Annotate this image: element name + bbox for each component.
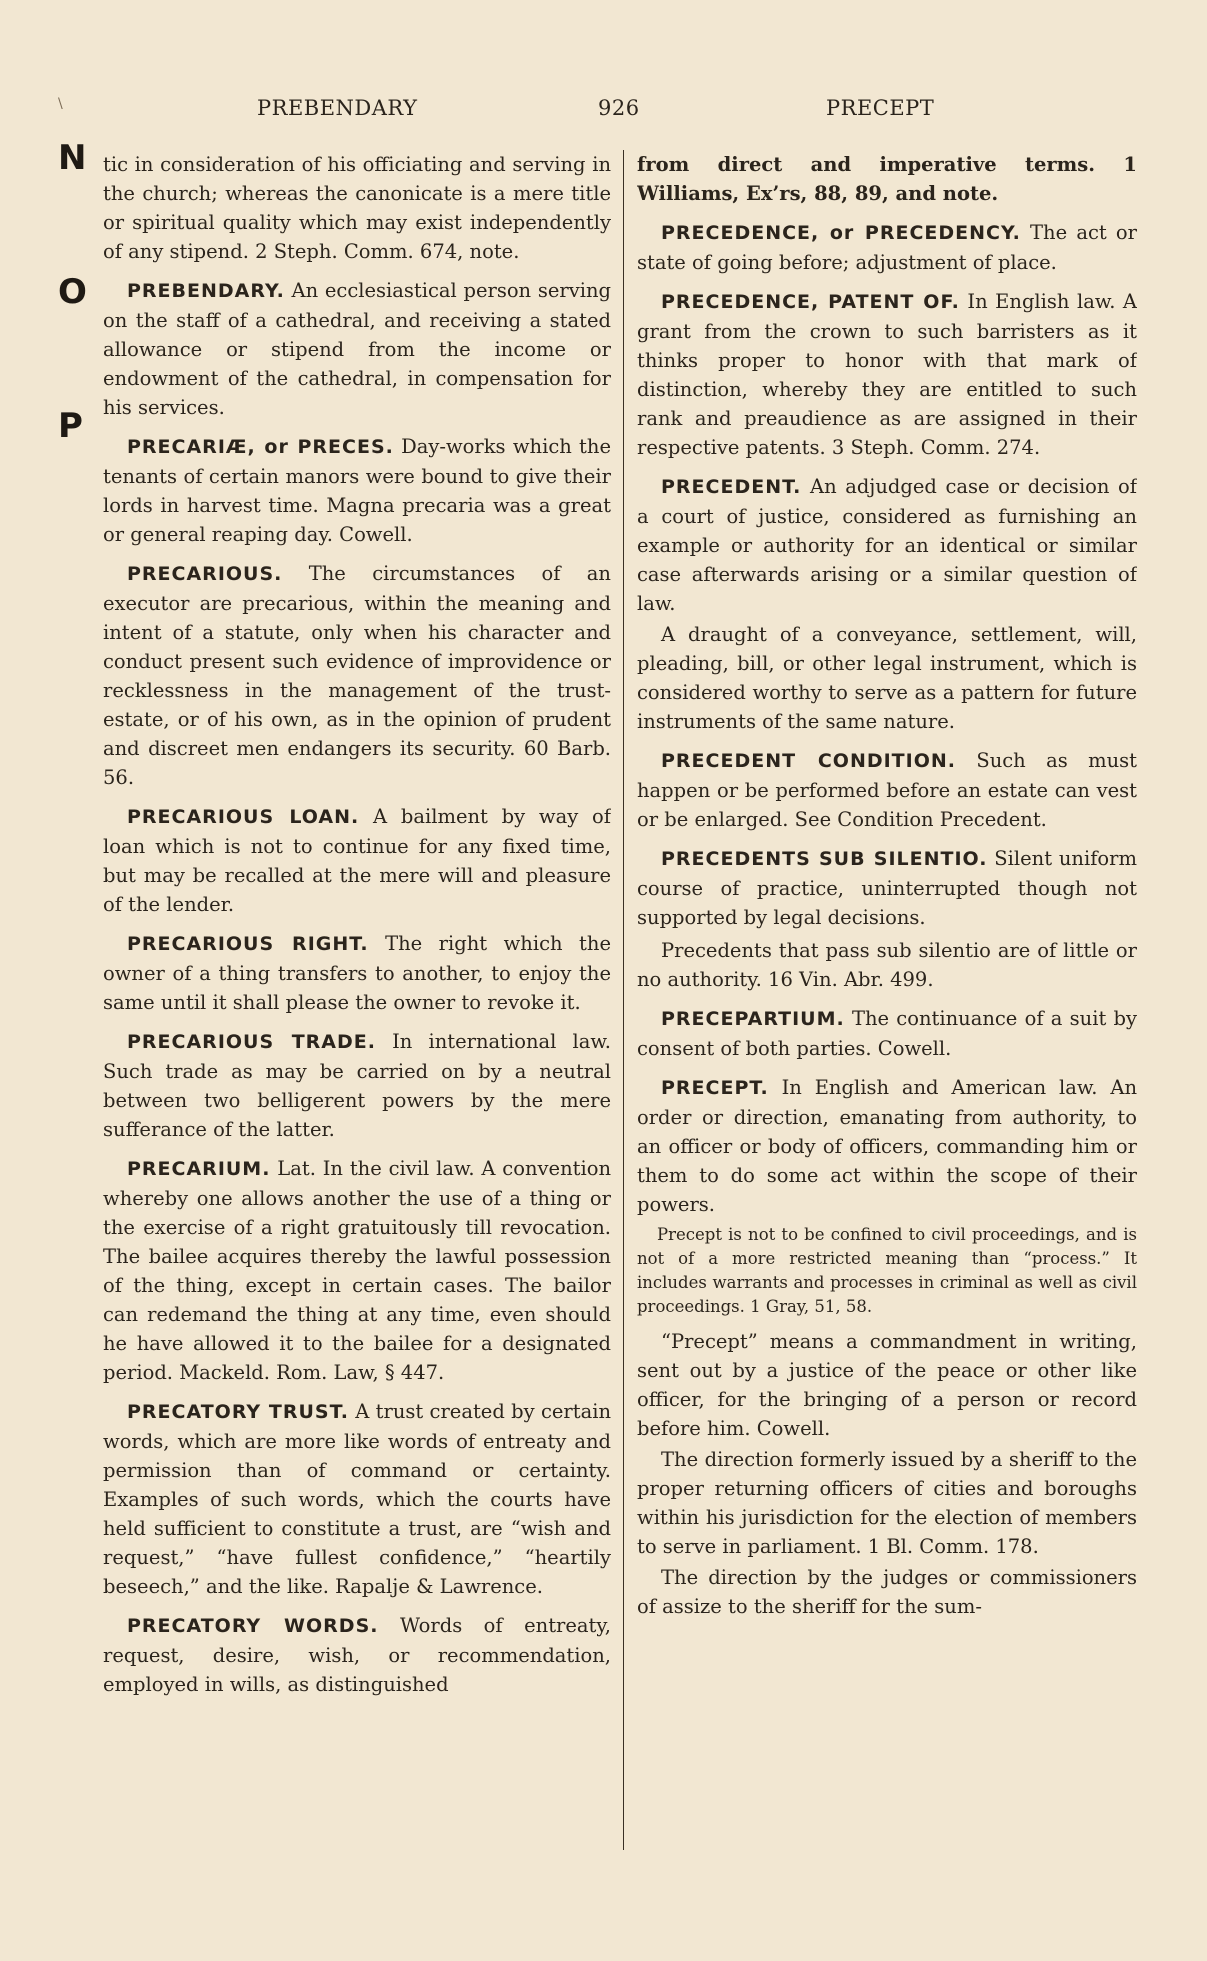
entry-text: In English and American law. An order or direction, emanating from authority, to an officer or body of officers, commanding him or them to do some act within the scope of their powers. — [637, 1076, 1137, 1216]
entry-text: An adjudged case or decision of a court of justice, considered as furnishing an example or authority for an identical or similar case afterwards arising or a similar question of law. — [637, 475, 1137, 615]
entry-text: The right which the owner of a thing transfers to another, to enjoy the same until it shall please the owner to revoke it. — [103, 932, 611, 1014]
entry-note — [637, 1223, 1137, 1319]
entry-term: PRECARIOUS. — [127, 563, 283, 585]
dictionary-entry — [103, 276, 611, 422]
column-divider — [623, 150, 624, 1850]
header-right-word: PRECEPT — [826, 96, 935, 120]
entry-term: PRECEDENT. — [661, 476, 802, 498]
entry-text: Silent uniform course of practice, uninterrupted though not supported by legal decisions. — [637, 847, 1137, 929]
entry-text: Such as must happen or be performed before an estate can vest or be enlarged. See Condition Precedent. — [637, 749, 1137, 831]
entry-text: A trust created by certain words, which are more like words of entreaty and permission than of command or certainty. Examples of such words, which the courts have held sufficient to constitute a trust, are “wish and request,” “have fullest confidence,” “heartily beseech,” and the like. Rapalje & Lawrence. — [103, 1400, 611, 1598]
entry-term: PRECARIOUS TRADE. — [127, 1031, 376, 1053]
entry-term: PRECARIOUS RIGHT. — [127, 933, 369, 955]
entry-term: PRECATORY TRUST. — [127, 1401, 349, 1423]
dictionary-entry — [637, 844, 1137, 932]
dictionary-entry — [103, 802, 611, 919]
dictionary-entry — [637, 472, 1137, 618]
entry-term: PREBENDARY. — [127, 280, 285, 302]
dictionary-entry — [637, 150, 1137, 208]
entry-term: PRECEPARTIUM. — [661, 1008, 845, 1030]
entry-paragraph — [637, 936, 1137, 994]
entry-text: A bailment by way of loan which is not to continue for any fixed time, but may be recalled at the mere will and pleasure of the lender. — [103, 805, 611, 916]
entry-term: PRECATORY WORDS. — [127, 1615, 379, 1637]
entry-term: PRECEDENTS SUB SILENTIO. — [661, 848, 988, 870]
entry-term: PRECEDENCE, or PRECEDENCY. — [661, 222, 1021, 244]
entry-term: PRECARIÆ, or PRECES. — [127, 436, 394, 458]
entry-text: “Precept” means a commandment in writing, sent out by a justice of the peace or other like officer, for the bringing of a person or record before him. Cowell. — [637, 1330, 1137, 1440]
entry-text: The circumstances of an executor are precarious, within the meaning and intent of a statute, only when his character and conduct present such evidence of improvidence or recklessness in the management of the trust-estate, or of his own, as in the opinion of prudent and discreet men endangers its security. 60 Barb. 56. — [103, 562, 611, 789]
dictionary-entry — [103, 929, 611, 1017]
entry-text: Lat. In the civil law. A convention whereby one allows another the use of a thing or the exercise of a right gratuitously till revocation. The bailee acquires thereby the lawful possession of the thing, except in certain cases. The bailor can redemand the thing at any time, even should he have allowed it to the bailee for a designated period. Mackeld. Rom. Law, § 447. — [103, 1157, 611, 1384]
entry-text: In international law. Such trade as may be carried on by a neutral between two belligerent powers by the mere sufferance of the latter. — [103, 1030, 611, 1141]
entry-text: Precedents that pass sub silentio are of little or no authority. 16 Vin. Abr. 499. — [637, 939, 1137, 991]
entry-text: The direction formerly issued by a sheriff to the proper returning officers of cities and boroughs within his jurisdiction for the election of members to serve in parliament. 1 Bl. Comm. 178. — [637, 1448, 1137, 1558]
entry-text: Precept is not to be confined to civil proceedings, and is not of a more restricted meaning than “process.” It includes warrants and processes in criminal as well as civil proceedings. 1 Gray, 51, 58. — [637, 1225, 1137, 1316]
thumb-index-p[interactable]: P — [58, 406, 83, 446]
right-column — [637, 150, 1137, 1850]
entry-paragraph — [637, 1563, 1137, 1621]
dictionary-entry — [637, 287, 1137, 462]
thumb-index-n[interactable]: N — [58, 138, 87, 178]
entry-text: In English law. A grant from the crown to such barristers as it thinks proper to honor with that mark of distinction, whereby they are entitled to such rank and preaudience as are assigned in their respective patents. 3 Steph. Comm. 274. — [637, 290, 1137, 459]
entry-term: PRECEPT. — [661, 1077, 769, 1099]
dictionary-entry — [637, 218, 1137, 277]
header-left-word: PREBENDARY — [257, 96, 418, 120]
entry-text: A draught of a conveyance, settlement, will, pleading, bill, or other legal instrument, which is considered worthy to serve as a pattern for future instruments of the same nature. — [637, 623, 1137, 733]
dictionary-entry — [637, 1004, 1137, 1063]
dictionary-entry — [103, 559, 611, 792]
entry-text: An ecclesiastical person serving on the staff of a cathedral, and receiving a stated allowance or stipend from the income or endowment of the cathedral, in compensation for his services. — [103, 279, 611, 419]
dictionary-entry — [103, 1154, 611, 1387]
entry-text: The act or state of going before; adjustment of place. — [637, 221, 1137, 274]
entry-term: PRECEDENCE, PATENT OF. — [661, 291, 960, 313]
entry-term: PRECEDENT CONDITION. — [661, 750, 956, 772]
entry-text: from direct and imperative terms. 1 Williams, Ex’rs, 88, 89, and note. — [637, 153, 1137, 205]
entry-text: Day-works which the tenants of certain manors were bound to give their lords in harvest time. Magna precaria was a great or general reaping day. Cowell. — [103, 435, 611, 546]
dictionary-entry — [103, 432, 611, 549]
entry-text: The direction by the judges or commissioners of assize to the sheriff for the sum- — [637, 1566, 1137, 1618]
entry-text: Words of entreaty, request, desire, wish, or recommendation, employed in wills, as distinguished — [103, 1614, 611, 1696]
left-column — [103, 150, 611, 1850]
entry-text: The continuance of a suit by consent of both parties. Cowell. — [637, 1007, 1137, 1060]
entry-paragraph — [637, 620, 1137, 736]
margin-mark: \ — [58, 96, 63, 112]
dictionary-entry — [103, 150, 611, 266]
dictionary-entry — [637, 746, 1137, 834]
entry-paragraph — [637, 1327, 1137, 1443]
running-header — [0, 96, 1207, 126]
entry-paragraph — [637, 1445, 1137, 1561]
page-number: 926 — [598, 96, 640, 120]
entry-term: PRECARIUM. — [127, 1158, 271, 1180]
entry-text: tic in consideration of his officiating and serving in the church; whereas the canonicate is a mere title or spiritual quality which may exist independently of any stipend. 2 Steph. Comm. 674, note. — [103, 153, 611, 263]
dictionary-entry — [103, 1611, 611, 1699]
dictionary-entry — [103, 1397, 611, 1601]
thumb-index-o[interactable]: O — [58, 272, 87, 312]
dictionary-entry — [103, 1027, 611, 1144]
entry-term: PRECARIOUS LOAN. — [127, 806, 360, 828]
dictionary-entry — [637, 1073, 1137, 1219]
